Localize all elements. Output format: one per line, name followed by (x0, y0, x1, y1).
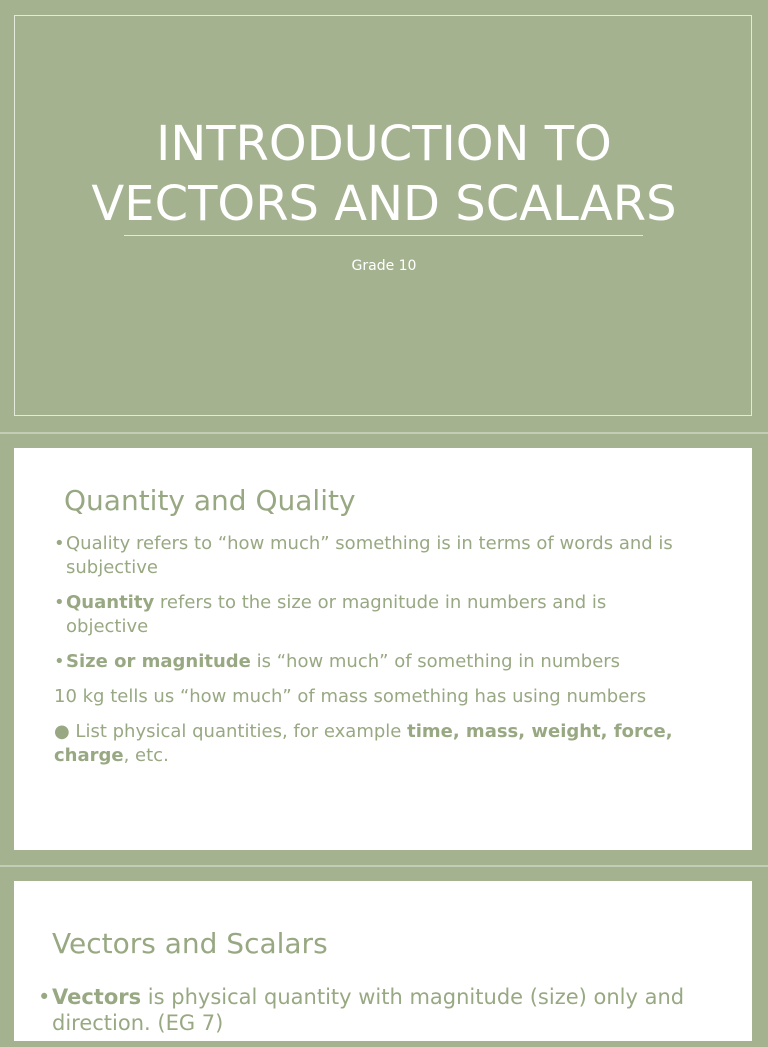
bullet-dot-icon: • (38, 985, 51, 1009)
bullet-list (38, 984, 718, 1047)
bullet-list (54, 532, 694, 779)
list-quantities-line (54, 720, 694, 768)
bullet-item (54, 650, 694, 674)
slide-separator (0, 865, 768, 867)
bullet-text: is physical quantity with magnitude (size) only and direction. (EG 7) (52, 985, 685, 1035)
line-suffix: , etc. (123, 745, 169, 766)
bullet-dot-icon: • (54, 592, 65, 613)
title-line-2: VECTORS AND SCALARS (91, 176, 677, 232)
quantity-quality-slide (14, 448, 752, 850)
bullet-item (38, 984, 718, 1036)
slide-subtitle: Grade 10 (351, 258, 417, 274)
quantity-examples: time, mass, weight, force, charge (54, 721, 673, 766)
bullet-item (54, 591, 694, 639)
slide-heading: Quantity and Quality (64, 484, 356, 517)
slide-title (0, 114, 768, 234)
bullet-text: is “how much” of something in numbers (250, 651, 621, 672)
slide-heading: Vectors and Scalars (52, 927, 328, 960)
title-slide (0, 0, 768, 432)
bullet-term: Vectors (52, 985, 142, 1009)
bullet-term: Quantity (66, 592, 155, 613)
example-line: 10 kg tells us “how much” of mass something has using numbers (54, 686, 647, 707)
bullet-item (54, 532, 694, 580)
title-line-1: INTRODUCTION TO (156, 116, 612, 172)
bullet-text: refers to the size or magnitude in numbers and is objective (66, 592, 607, 637)
bullet-dot-icon: • (54, 533, 65, 554)
vectors-scalars-slide (14, 881, 752, 1041)
title-divider (124, 235, 643, 236)
bullet-text: Quality refers to “how much” something is in terms of words and is subjective (66, 533, 673, 578)
slide-separator (0, 432, 768, 434)
line-prefix: ● List physical quantities, for example (54, 721, 408, 742)
bullet-dot-icon: • (54, 651, 65, 672)
bullet-term: Size or magnitude (66, 651, 251, 672)
